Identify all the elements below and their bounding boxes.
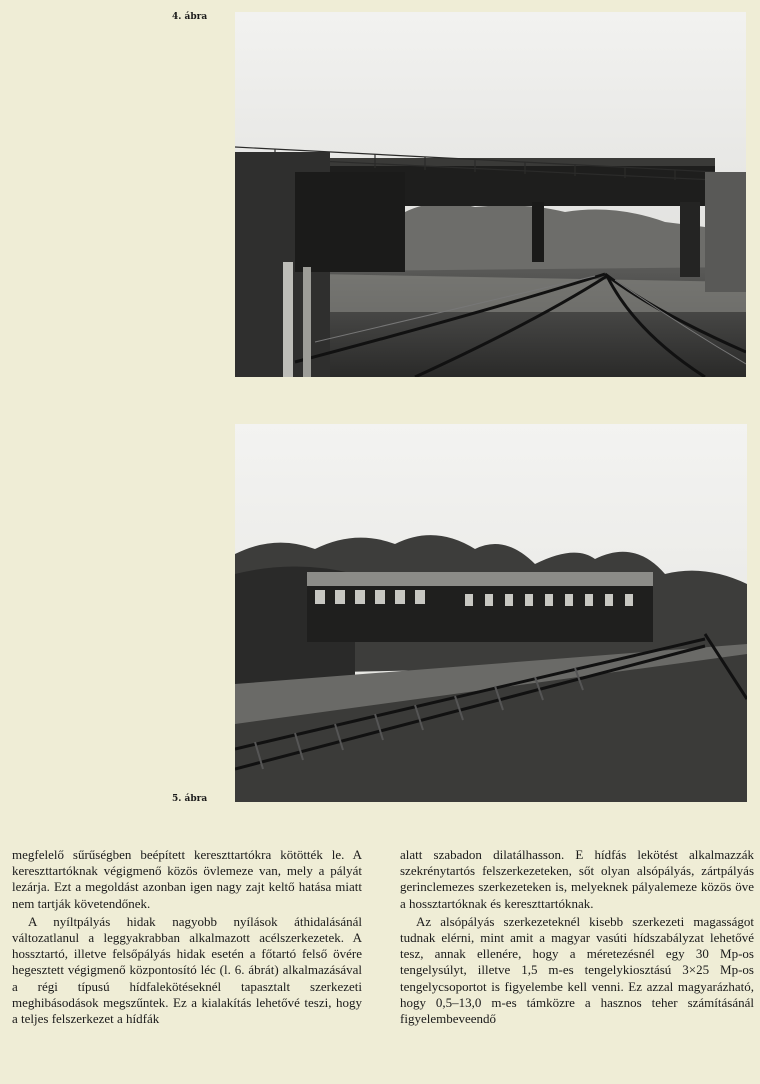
paragraph: alatt szabadon dilatálhasson. E hídfás lekötést alkalmazzák szekrénytartós felszerkezeteken, sőt olyan alsópályás, zártpályás gerinclemezes szerkezeteken is, melyeknek pályalemeze közös öve a hossztartóknak és kereszttartóknak. bbox=[400, 847, 754, 911]
figure-4-caption: 4. ábra bbox=[172, 12, 208, 22]
figure-5-caption: 5. ábra bbox=[172, 794, 208, 804]
text-column-right bbox=[400, 847, 754, 1027]
text-column-left bbox=[12, 847, 362, 1027]
paragraph: megfelelő sűrűségben beépített kereszttartókra kötötték le. A kereszttartóknak végigmenő közös övlemeze van, mely a pályát lezárja. Ezt a megoldást azonban igen nagy zajt keltő hatása miatt nem tartják követendőnek. bbox=[12, 847, 362, 911]
paragraph: Az alsópályás szerkezeteknél kisebb szerkezeti magasságot tudnak elérni, mint amit a magyar vasúti hídszabályzat lehetővé tesz, annak ellenére, hogy a méretezésnél egy 30 Mp-os tengelysúlyt, illetve 1,5 m-es tengelykiosztású 3×25 Mp-os tengelycsoportot is figyelembe kell venni. Ez azzal magyarázható, hogy 0,5–13,0 m-es támközre a hasznos teher számításánál figyelembeveendő bbox=[400, 913, 754, 1027]
paragraph: A nyíltpályás hidak nagyobb nyílások áthidalásánál változatlanul a leggyakrabban alkalmazott acélszerkezetek. A hossztartó, illetve felsőpályás hidak esetén a főtartó felső övére hegesztett végigmenő központosító léc (l. 6. ábrát) alkalmazásával a régi típusú hídfalekötéseknél tapasztalt szerkezeti meghibásodások megszűntek. Ez a kialakítás lehetővé teszi, hogy a teljes felszerkezet a hídfák bbox=[12, 913, 362, 1027]
figure-4-photo-railway-overpass bbox=[235, 12, 746, 377]
figure-5-photo-steel-girder-on-rail bbox=[235, 424, 747, 802]
